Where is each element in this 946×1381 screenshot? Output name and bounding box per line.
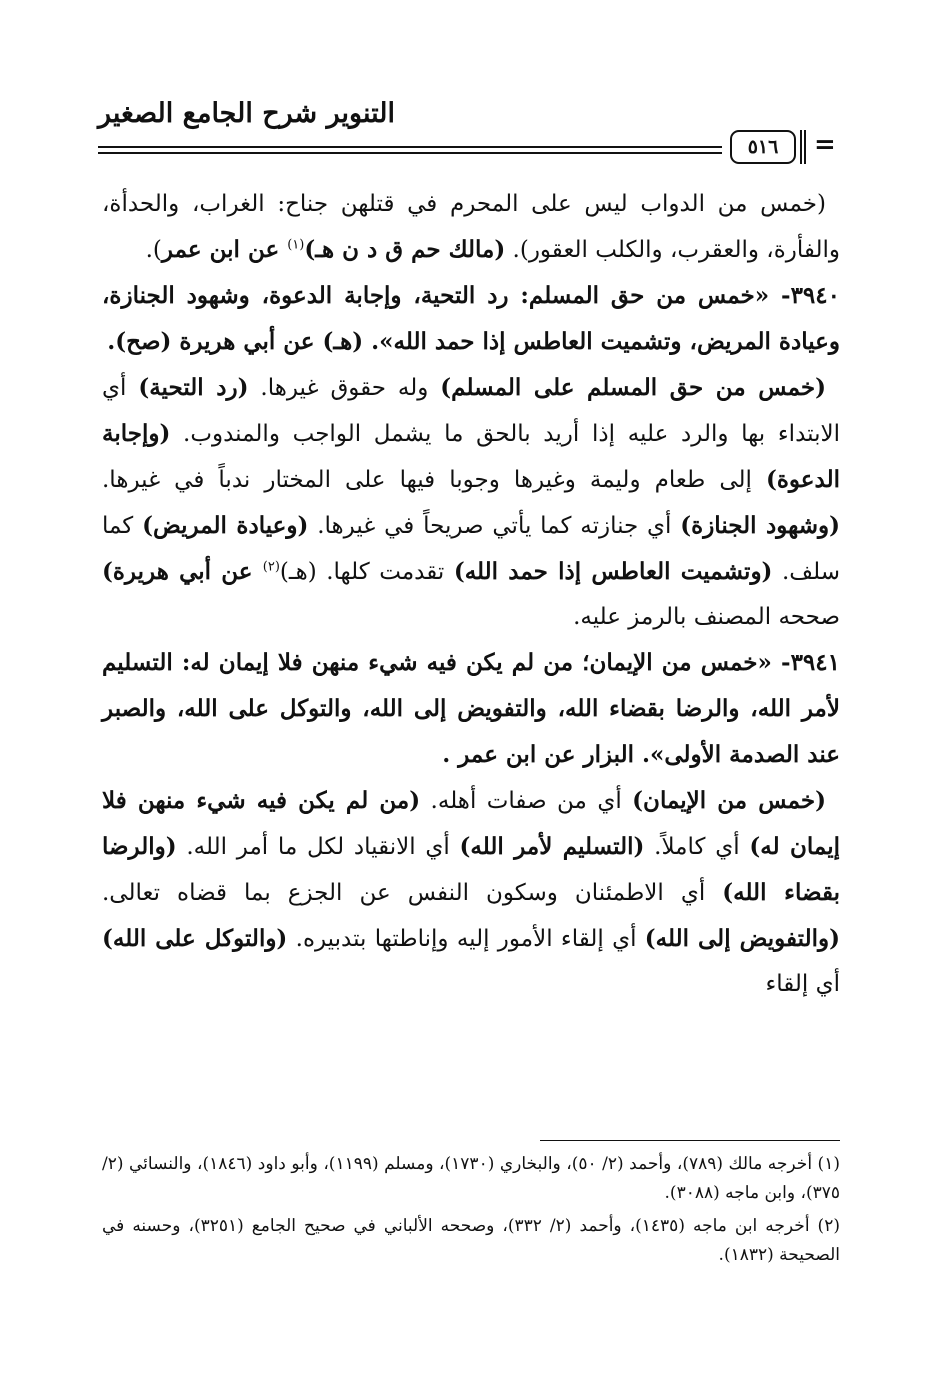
footnote-separator	[540, 1140, 840, 1141]
header-ornament: =	[814, 130, 836, 160]
text-span: أي جنازته كما يأتي صريحاً في غيرها.	[308, 513, 681, 539]
bold-text: (والتوكل على الله)	[102, 925, 288, 952]
bold-text: (وعيادة المريض)	[142, 512, 309, 539]
header-rule	[98, 146, 722, 148]
text-span: أي الانقياد لكل ما أمر الله.	[176, 834, 460, 860]
running-title: التنوير شرح الجامع الصغير	[98, 98, 395, 129]
text-span: أي من صفات أهله.	[420, 788, 633, 814]
paragraph	[102, 365, 840, 640]
page-number: ٥١٦	[730, 130, 796, 164]
bold-text: عن ابن عمر	[161, 236, 288, 263]
text-span: إلى طعام وليمة وغيرها وجوبا فيها على المختار ندباً في غيرها.	[102, 467, 766, 493]
footnote-marker: (٢)	[262, 559, 280, 575]
bold-text: (وإجابة الدعوة)	[102, 420, 840, 493]
bold-text: (التسليم لأمر الله)	[459, 833, 645, 860]
text-span: صححه المصنف بالرمز عليه.	[573, 604, 840, 630]
bold-text: ٣٩٤١- «خمس من الإيمان؛ من لم يكن فيه شيء منهن فلا إيمان له: التسليم لأمر الله، والرضا بقضاء الله، والتفويض إلى الله، والتوكل على الله، والصبر عند الصدمة الأولى». البزار عن ابن عمر .	[102, 649, 840, 768]
text-span: أي كاملاً.	[644, 834, 750, 860]
paragraph	[102, 640, 840, 778]
text-span: ).	[145, 237, 162, 263]
text-span: أي الابتداء بها والرد عليه إذا أريد بالحق ما يشمل الواجب والمندوب.	[102, 375, 840, 447]
bold-text: (مالك حم ق د ن هـ)	[304, 236, 506, 263]
main-text	[102, 182, 840, 1007]
bold-text: (خمس من الإيمان)	[632, 787, 826, 814]
bold-text: عن أبي هريرة)	[102, 558, 263, 585]
bold-text: (من لم يكن فيه شيء منهن فلا إيمان له)	[102, 787, 841, 860]
text-span: (خمس من الدواب ليس على المحرم في قتلهن جناح: الغراب، والحدأة، والفأرة، والعقرب، والكلب العقور).	[102, 191, 840, 263]
bold-text: (والرضا بقضاء الله)	[102, 833, 840, 906]
footnote-marker: (١)	[287, 237, 305, 253]
text-span: أي الاطمئنان وسكون النفس عن الجزع بما قضاه تعالى.	[102, 880, 723, 906]
bold-text: (خمس من حق المسلم على المسلم)	[440, 374, 826, 401]
paragraph	[102, 778, 840, 1007]
page-number-ornament	[800, 130, 806, 164]
paragraph	[102, 182, 840, 273]
footnote: (٢) أخرجه ابن ماجه (١٤٣٥)، وأحمد (٢/ ٣٣٢)، وصححه الألباني في صحيح الجامع (٣٢٥١)، وحسنه في الصحيحة (١٨٣٢).	[102, 1216, 840, 1265]
bold-text: (وتشميت العاطس إذا حمد الله)	[453, 558, 773, 585]
footnotes	[102, 1150, 840, 1274]
text-span: أي إلقاء الأمور إليه وإناطتها بتدبيره.	[287, 926, 645, 952]
text-span: كما سلف.	[102, 513, 840, 585]
bold-text: ٣٩٤٠- «خمس من حق المسلم: رد التحية، وإجابة الدعوة، وشهود الجنازة، وعيادة المريض، وتشميت العاطس إذا حمد الله». (هـ) عن أبي هريرة (صح).	[102, 282, 840, 355]
text-span: أي إلقاء	[765, 971, 840, 997]
bold-text: (وشهود الجنازة)	[680, 512, 840, 539]
paragraph	[102, 273, 840, 365]
text-span: وله حقوق غيرها.	[248, 375, 441, 401]
text-span: تقدمت كلها. (هـ)	[279, 559, 454, 585]
bold-text: (رد التحية)	[138, 374, 249, 401]
bold-text: (والتفويض إلى الله)	[644, 925, 841, 952]
footnote: (١) أخرجه مالك (٧٨٩)، وأحمد (٢/ ٥٠)، والبخاري (١٧٣٠)، ومسلم (١١٩٩)، وأبو داود (١٨٤٦)، والنسائي (٢/ ٣٧٥)، وابن ماجه (٣٠٨٨).	[102, 1154, 840, 1203]
header-rule	[98, 152, 722, 154]
